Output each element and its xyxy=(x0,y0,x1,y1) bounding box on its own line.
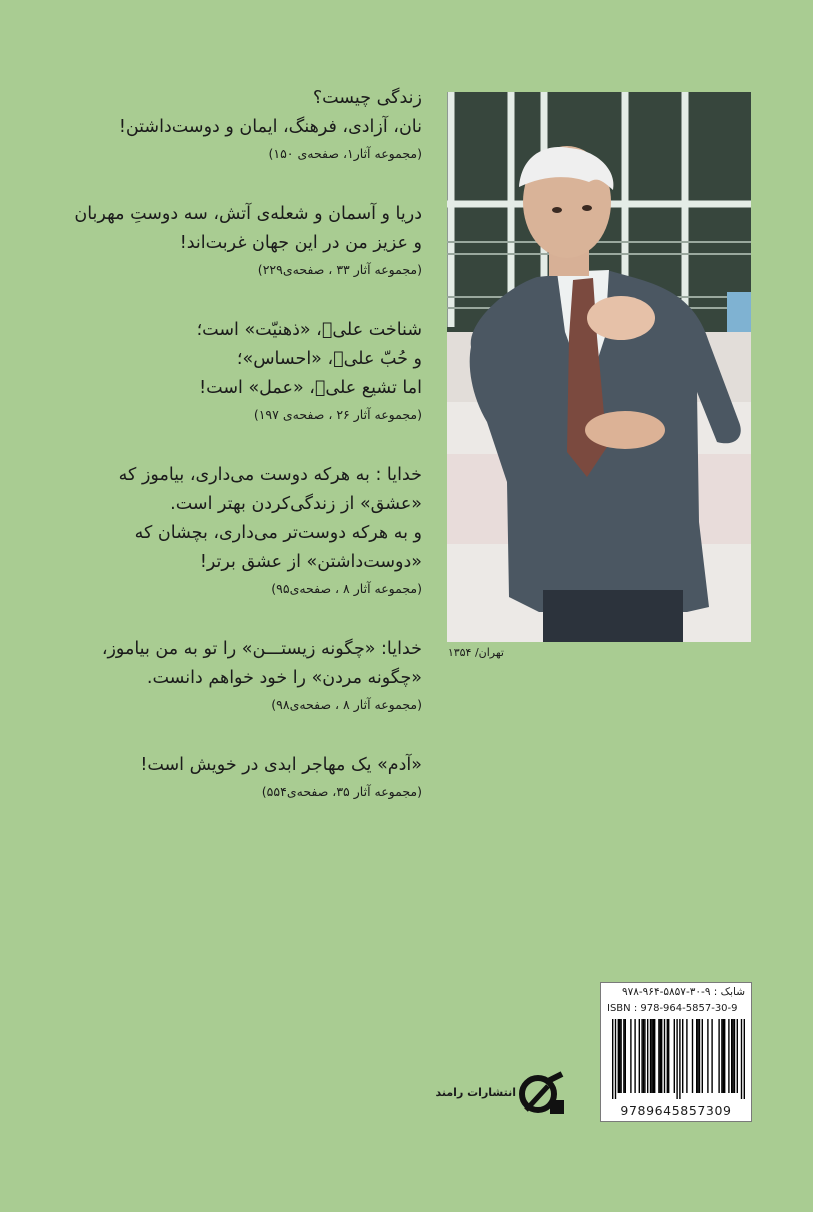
publisher-logo-icon xyxy=(516,1070,568,1122)
quote-line: زندگی چیست؟ xyxy=(312,88,422,108)
quote-block xyxy=(100,461,422,599)
barcode-bar xyxy=(702,1019,703,1093)
quote-line: و عزیز من در این جهان غربت‌اند! xyxy=(179,233,422,253)
quote-line: خدایا : به هرکه دوست می‌داری، بیاموز که xyxy=(118,465,422,485)
barcode-bar xyxy=(651,1019,652,1093)
quote-line: نان، آزادی، فرهنگ، ایمان و دوست‌داشتن! xyxy=(118,117,422,137)
barcode-bar xyxy=(620,1019,621,1093)
barcode-bar xyxy=(699,1019,700,1093)
quote-reference: (مجموعه آثار ۳۳ ، صفحه‌ی۲۲۹) xyxy=(257,262,422,277)
quote-reference: (مجموعه آثار ۸ ، صفحه‌ی۹۸) xyxy=(271,697,422,712)
barcode-bar xyxy=(615,1019,616,1099)
quote-block xyxy=(100,84,422,164)
barcode-bar xyxy=(741,1019,742,1099)
barcode-bar xyxy=(692,1019,693,1093)
barcode-bar xyxy=(731,1019,732,1093)
barcode-bar xyxy=(737,1019,738,1093)
quote-line: و به هرکه دوست‌تر می‌داری، بچشان که xyxy=(134,523,422,543)
isbn-latin: ISBN : 978-964-5857-30-9 xyxy=(607,1003,738,1014)
barcode-bar xyxy=(639,1019,640,1093)
barcode-bar xyxy=(711,1019,712,1093)
barcode-bar xyxy=(732,1019,733,1093)
barcode-bar xyxy=(650,1019,651,1093)
quote-line: «چگونه مردن» را خود خواهم دانست. xyxy=(146,668,422,688)
barcode-bar xyxy=(647,1019,648,1093)
quote-block xyxy=(100,635,422,715)
quote-line: «عشق» از زندگی‌کردن بهتر است. xyxy=(170,494,422,514)
barcode-bar xyxy=(641,1019,642,1093)
barcode-bar xyxy=(653,1019,654,1093)
barcode-bar xyxy=(667,1019,668,1093)
barcode-bar xyxy=(668,1019,669,1093)
barcode-bar xyxy=(658,1019,659,1093)
quote-line: دریا و آسمان و شعله‌ی آتش، سه دوستِ مهربان xyxy=(74,204,422,224)
barcode-bar xyxy=(612,1019,613,1099)
barcode-bar xyxy=(630,1019,631,1093)
author-photo xyxy=(447,92,751,642)
quote-reference: (مجموعه آثار۱، صفحه‌ی ۱۵۰) xyxy=(268,146,422,161)
quote-line: خدایا: «چگونه زیستـــن» را تو به من بیاموز، xyxy=(101,639,422,659)
quote-line: «دوست‌داشتن» از عشق برتر! xyxy=(199,552,422,572)
barcode-bar xyxy=(696,1019,697,1093)
barcode-bars xyxy=(607,1019,747,1101)
quote-reference: (مجموعه آثار ۲۶ ، صفحه‌ی ۱۹۷) xyxy=(253,407,422,422)
barcode-bar xyxy=(644,1019,645,1093)
barcode-bar xyxy=(661,1019,662,1093)
barcode-bar xyxy=(686,1019,687,1093)
barcode-bar xyxy=(625,1019,626,1093)
quote-reference: (مجموعه آثار ۸ ، صفحه‌ی۹۵) xyxy=(271,581,422,596)
barcode-box xyxy=(600,982,752,1122)
quote-line: شناخت علیؑ، «ذهنیّت» است؛ xyxy=(196,320,422,340)
barcode-bar xyxy=(721,1019,722,1093)
author-photo-illustration xyxy=(447,92,751,642)
barcode-bar xyxy=(654,1019,655,1093)
quote-block xyxy=(100,751,422,802)
barcode-bar xyxy=(643,1019,644,1093)
barcode-bar xyxy=(674,1019,675,1093)
barcode-bar xyxy=(660,1019,661,1093)
barcode-bar xyxy=(664,1019,665,1093)
isbn-persian: شابک : ۹-۳۰-۵۸۵۷-۹۶۴-۹۷۸ xyxy=(621,986,745,998)
quote-reference: (مجموعه آثار ۳۵، صفحه‌ی۵۵۴) xyxy=(261,784,422,799)
barcode-bar xyxy=(676,1019,677,1099)
barcode-number: 9789645857309 xyxy=(620,1103,732,1118)
barcode-bar xyxy=(724,1019,725,1093)
barcode-bar xyxy=(728,1019,729,1093)
barcode-bar xyxy=(679,1019,680,1099)
quote-block xyxy=(100,316,422,425)
publisher-name: انتشارات رامند xyxy=(435,1086,516,1099)
barcode-bar xyxy=(723,1019,724,1093)
barcode-bar xyxy=(697,1019,698,1093)
quote-line: «آدم» یک مهاجر ابدی در خویش است! xyxy=(140,755,422,775)
barcode-bar xyxy=(707,1019,708,1093)
barcode-bar xyxy=(734,1019,735,1093)
quote-block xyxy=(74,200,422,280)
quotes-column xyxy=(74,84,422,838)
barcode-bar xyxy=(618,1019,619,1093)
quote-line: و حُبّ علیؑ، «احساس»؛ xyxy=(236,349,422,369)
barcode-bar xyxy=(634,1019,635,1093)
barcode-bar xyxy=(682,1019,683,1093)
barcode-bar xyxy=(744,1019,745,1099)
barcode-bar xyxy=(623,1019,624,1093)
quote-line: اما تشیع علیؑ، «عمل» است! xyxy=(199,378,422,398)
barcode-bar xyxy=(619,1019,620,1093)
photo-caption: تهران/ ۱۳۵۴ xyxy=(447,646,504,659)
barcode-bar xyxy=(718,1019,719,1093)
